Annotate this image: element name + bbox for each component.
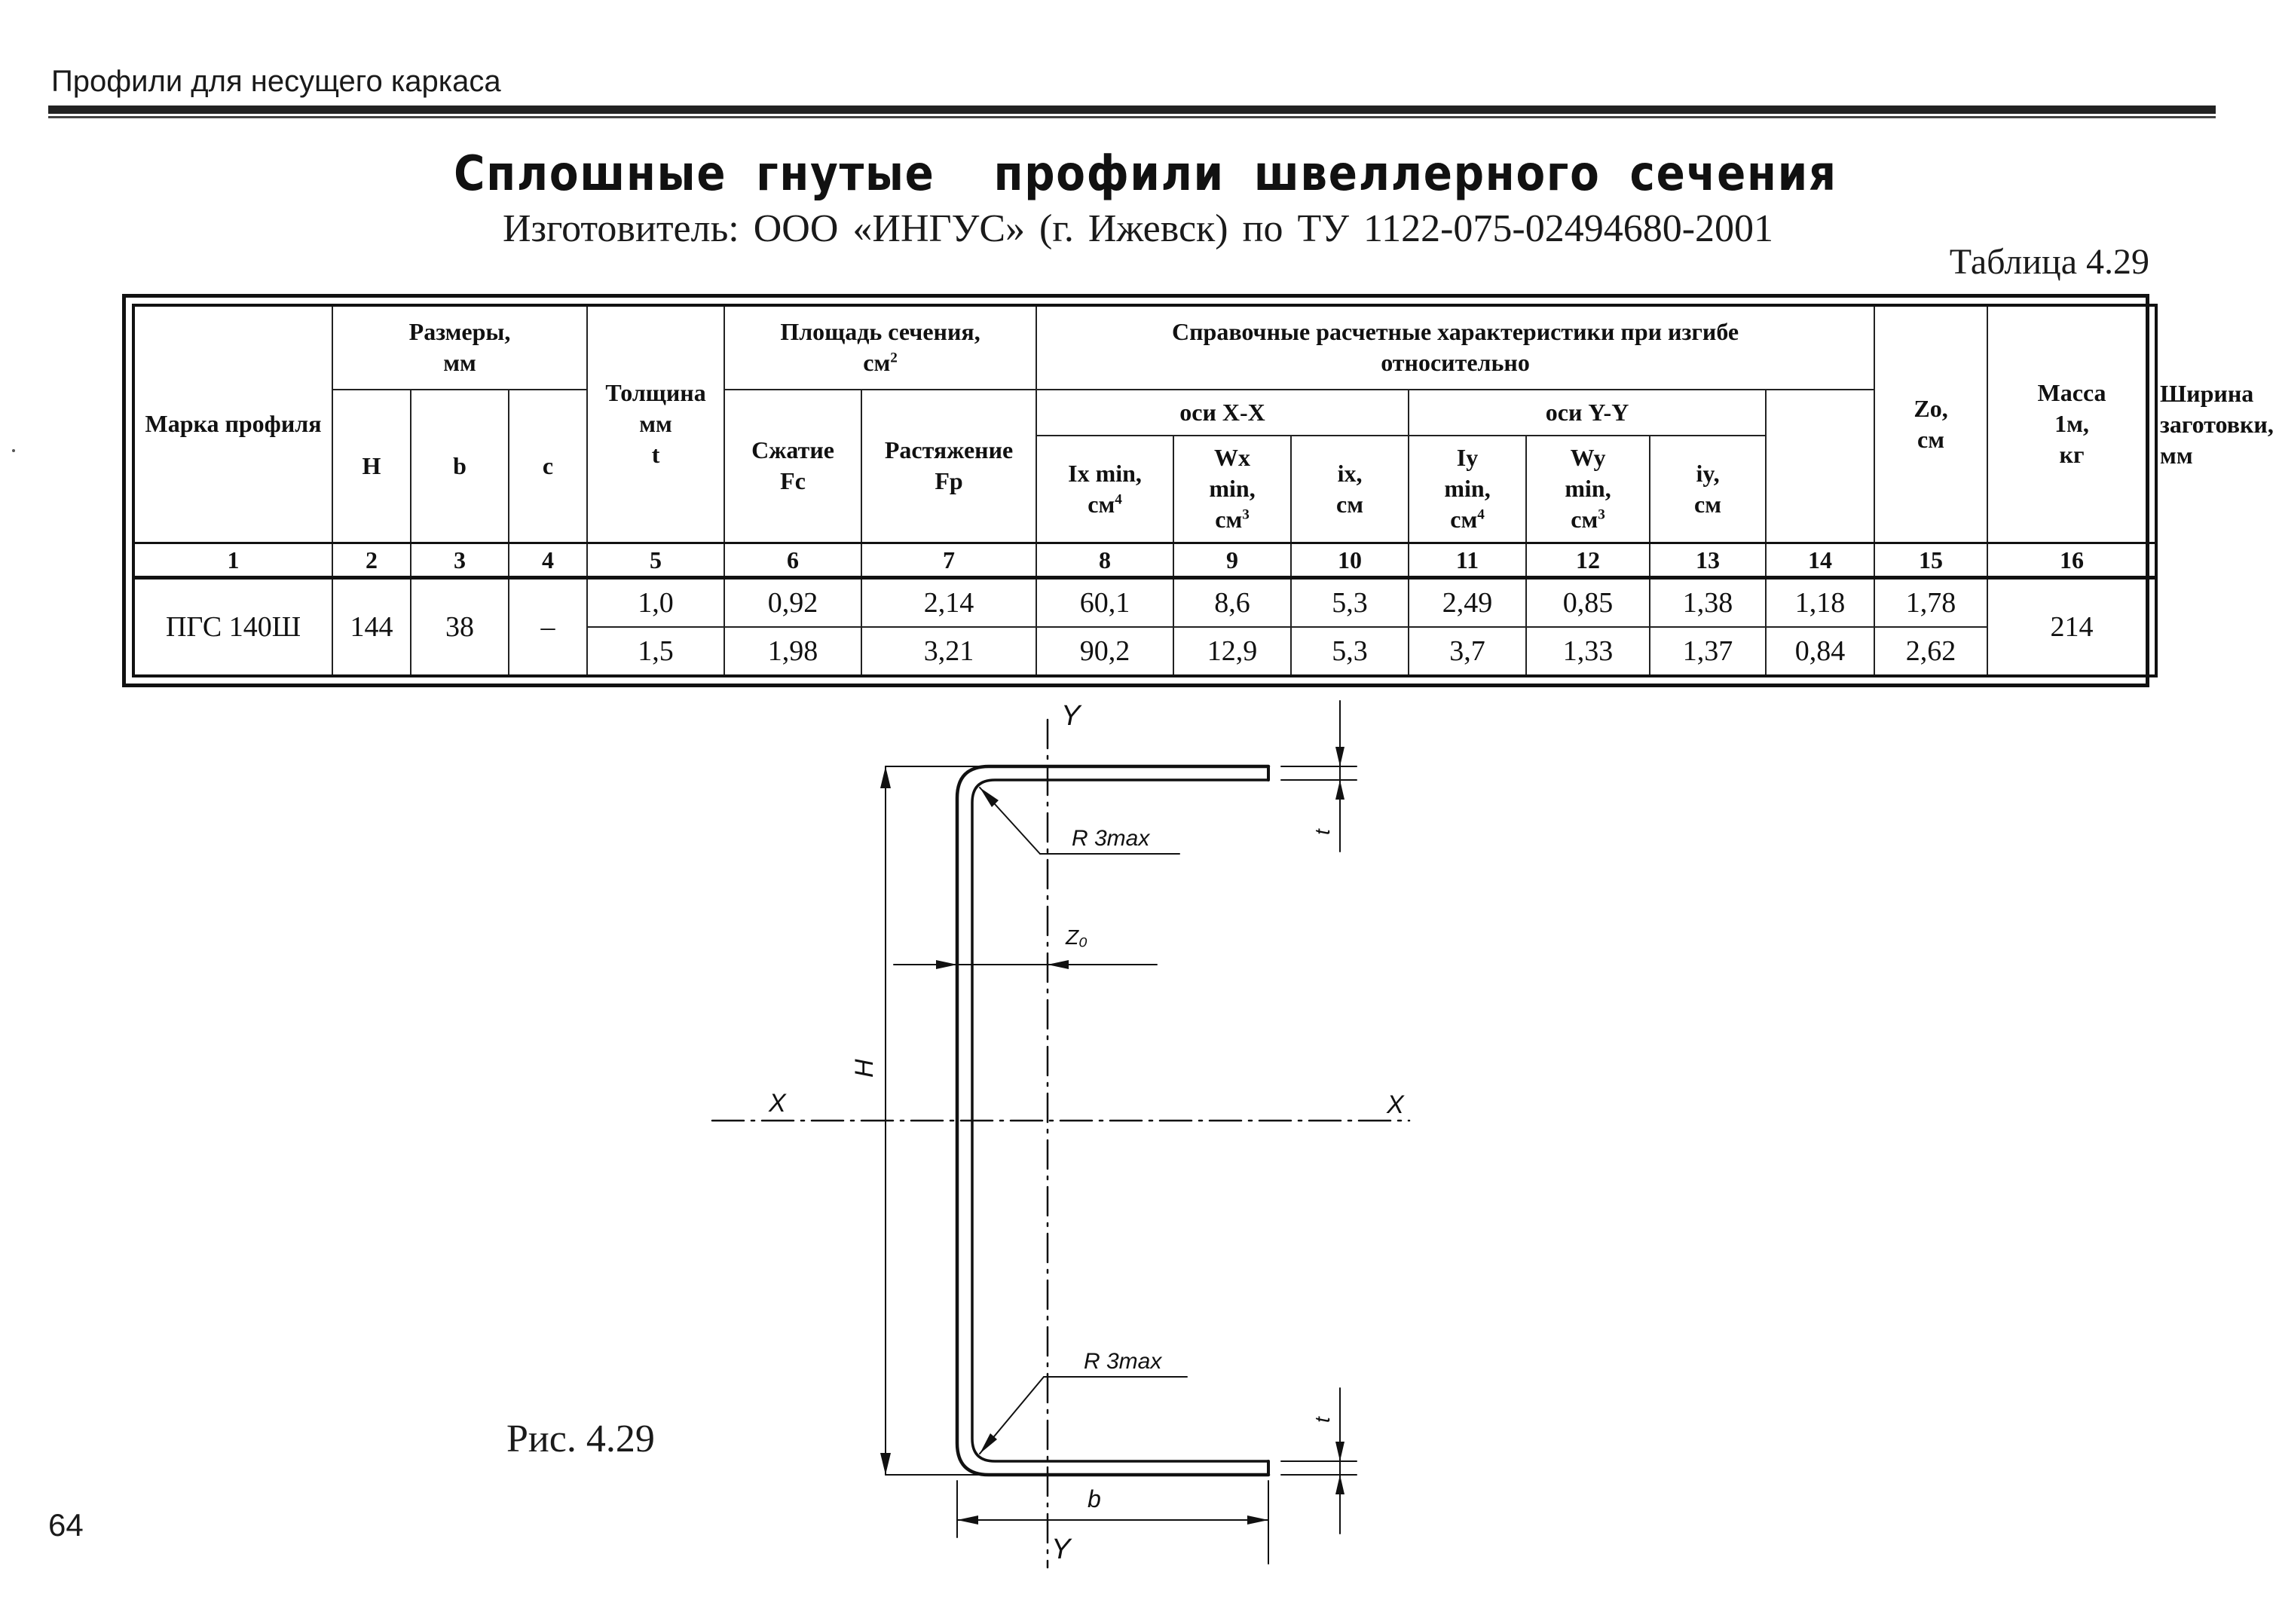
label-y-bottom: Y: [1051, 1534, 1071, 1565]
cell-mark: ПГС 140Ш: [133, 578, 332, 676]
col-num: 4: [509, 543, 587, 578]
h-dim-arrow-bottom: [880, 1453, 891, 1475]
col-num: 8: [1036, 543, 1173, 578]
manufacturer-line: Изготовитель: ООО «ИНГУС» (г. Ижевск) по ТУ 1122-075-02494680-2001: [502, 207, 1774, 250]
cell-wy-min: 1,33: [1526, 627, 1650, 676]
t-bottom-arrow-1: [1335, 1442, 1344, 1461]
col-num: 7: [861, 543, 1036, 578]
header-wy-min: Wy min, $см^3$: [1526, 436, 1650, 543]
col-num: 13: [1650, 543, 1766, 578]
header-axis-x: оси X-X: [1036, 390, 1409, 436]
header-c: c: [509, 390, 587, 543]
cell-iy-min: 3,7: [1409, 627, 1526, 676]
cell-ix-min: 60,1: [1036, 578, 1173, 627]
h-dim-arrow-top: [880, 766, 891, 788]
col-num: 2: [332, 543, 411, 578]
label-z0: Z₀: [1066, 925, 1088, 949]
cell-iy-min: 2,49: [1409, 578, 1526, 627]
header-wx-min: Wx min, $см^3$: [1173, 436, 1291, 543]
col-num: 9: [1173, 543, 1291, 578]
header-ix-min: Ix min, $см^4$: [1036, 436, 1173, 543]
header-H: H: [332, 390, 411, 543]
col-num: 10: [1291, 543, 1409, 578]
cell-fc: 0,92: [724, 578, 861, 627]
col-num: 3: [411, 543, 509, 578]
col-num: 14: [1766, 543, 1874, 578]
z0-arrow-right: [1048, 960, 1069, 969]
spec-table: Марка профиля Размеры, мм Толщина мм t Площадь сечения, $см^2$ Справочные расчетные характеристики при изгибе относительно Zo, см Масса 1м, кг Ширина заготовки, мм H b c Сжатие Fc Растяжение Fp оси X-X оси Y-Y Ix min, $см^4$ Wx min, $см^3$ ix, см Iy min, $см^4$ Wy min, $см^3$ iy, см 1 2 3 4 5 6 7 8 9 10 11 12 13 14 15 16 ПГС 140Ш 144 38 – 1,0 0,92 2,14 60,1 8,6 5,3 2,49 0,85 1,38 1,18 1,78 214 1,5 1,98 3,21 90,2 12,9 5,3 3,7 1,33 1,37 0,84 2,62: [132, 304, 2158, 677]
header-bending: Справочные расчетные характеристики при изгибе относительно: [1036, 305, 1874, 390]
label-b: b: [1088, 1485, 1101, 1512]
cell-b: 38: [411, 578, 509, 676]
cell-iy: 1,37: [1650, 627, 1766, 676]
label-x-right: X: [1387, 1090, 1404, 1119]
header-zo: Zo, см: [1874, 305, 1987, 543]
page-title: Сплошные гнутые профили швеллерного сечения: [454, 146, 1837, 202]
cell-H: 144: [332, 578, 411, 676]
header-dimensions: Размеры, мм: [332, 305, 587, 390]
header-compression: Сжатие Fc: [724, 390, 861, 543]
cell-iy: 1,38: [1650, 578, 1766, 627]
t-top-arrow-1: [1335, 747, 1344, 766]
running-head: Профили для несущего каркаса: [51, 65, 501, 98]
header-mass: Масса 1м, кг: [1987, 305, 2156, 543]
page-number: 64: [48, 1507, 84, 1543]
col-num: 1: [133, 543, 332, 578]
label-t-top: t: [1311, 829, 1334, 835]
cell-wy-min: 0,85: [1526, 578, 1650, 627]
header-iy-min: Iy min, $см^4$: [1409, 436, 1526, 543]
col-num: 5: [587, 543, 724, 578]
col-num: 6: [724, 543, 861, 578]
label-x-left: X: [769, 1089, 786, 1118]
col-num: 11: [1409, 543, 1526, 578]
z0-arrow-left: [936, 960, 957, 969]
label-y-top: Y: [1061, 700, 1081, 732]
label-t-bottom: t: [1311, 1417, 1334, 1423]
header-ix: ix, см: [1291, 436, 1409, 543]
cell-fp: 2,14: [861, 578, 1036, 627]
col-num: 16: [1987, 543, 2156, 578]
header-b: b: [411, 390, 509, 543]
cell-ix-min: 90,2: [1036, 627, 1173, 676]
header-iy: iy, см: [1650, 436, 1766, 543]
col-num: 12: [1526, 543, 1650, 578]
table-label: Таблица 4.29: [1949, 242, 2149, 282]
cell-t: 1,0: [587, 578, 724, 627]
cell-zo: 0,84: [1766, 627, 1874, 676]
header-mark: Марка профиля: [133, 305, 332, 543]
cell-c: –: [509, 578, 587, 676]
b-arrow-left: [957, 1515, 978, 1525]
cell-wx-min: 12,9: [1173, 627, 1291, 676]
t-top-arrow-2: [1335, 780, 1344, 800]
cell-mass: 2,62: [1874, 627, 1987, 676]
figure-caption: Рис. 4.29: [506, 1418, 655, 1460]
cell-mass: 1,78: [1874, 578, 1987, 627]
header-axis-y: оси Y-Y: [1409, 390, 1766, 436]
cell-zo: 1,18: [1766, 578, 1874, 627]
col-num: 15: [1874, 543, 1987, 578]
header-thickness: Толщина мм t: [587, 305, 724, 543]
cell-fc: 1,98: [724, 627, 861, 676]
cell-t: 1,5: [587, 627, 724, 676]
cell-fp: 3,21: [861, 627, 1036, 676]
t-bottom-arrow-2: [1335, 1475, 1344, 1494]
header-area: Площадь сечения, $см^2$: [724, 305, 1036, 390]
cell-wx-min: 8,6: [1173, 578, 1291, 627]
header-tension: Растяжение Fp: [861, 390, 1036, 543]
b-arrow-right: [1247, 1515, 1268, 1525]
cell-ix: 5,3: [1291, 578, 1409, 627]
label-r-bottom: R 3max: [1084, 1349, 1162, 1374]
label-h: H: [850, 1059, 879, 1078]
cell-blank-width: 214: [1987, 578, 2156, 676]
cell-ix: 5,3: [1291, 627, 1409, 676]
label-r-top: R 3max: [1072, 826, 1150, 851]
